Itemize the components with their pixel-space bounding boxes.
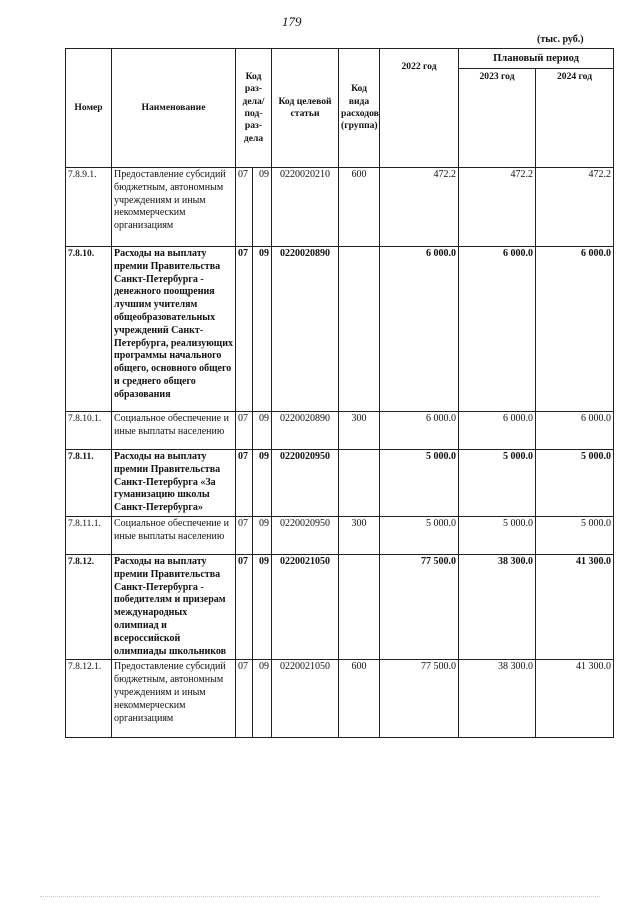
row-number: 7.8.12.1.: [66, 660, 112, 738]
row-section-code: 07: [236, 412, 253, 450]
row-value-2022: 6 000.0: [380, 412, 459, 450]
row-name: Предоставление субсидий бюджетным, автономным учреждениям и иным некоммерческим организациям: [112, 660, 236, 738]
row-value-2024: 6 000.0: [536, 247, 614, 412]
row-value-2022: 77 500.0: [380, 660, 459, 738]
row-number: 7.8.10.: [66, 247, 112, 412]
table-row: [66, 516, 614, 554]
footer-scan-line: [40, 896, 600, 900]
row-value-2024: 5 000.0: [536, 450, 614, 517]
row-section-code: 07: [236, 660, 253, 738]
row-subsection-code: 09: [253, 450, 272, 517]
header-name: Наименование: [112, 49, 236, 168]
row-value-2023: 38 300.0: [459, 554, 536, 659]
row-value-2023: 5 000.0: [459, 450, 536, 517]
row-value-2022: 77 500.0: [380, 554, 459, 659]
row-name: Социальное обеспечение и иные выплаты населению: [112, 516, 236, 554]
header-planning-period: Плановый период: [459, 49, 614, 69]
row-name: Расходы на выплату премии Правительства Санкт-Петербурга - денежного поощрения лучшим учителям общеобразовательных учреждений Санкт-Петербурга, реализующих программы начального общего, основного общего и среднего общего образования: [112, 247, 236, 412]
table-row: [66, 412, 614, 450]
table-row: [66, 247, 614, 412]
row-target-code: 0220020210: [272, 168, 339, 247]
row-name: Предоставление субсидий бюджетным, автономным учреждениям и иным некоммерческим организациям: [112, 168, 236, 247]
row-expense-type: [339, 450, 380, 517]
table-row: [66, 168, 614, 247]
row-value-2024: 41 300.0: [536, 660, 614, 738]
row-number: 7.8.11.1.: [66, 516, 112, 554]
row-value-2023: 6 000.0: [459, 247, 536, 412]
row-value-2024: 5 000.0: [536, 516, 614, 554]
table-body: [66, 168, 614, 738]
row-value-2022: 5 000.0: [380, 516, 459, 554]
row-value-2022: 6 000.0: [380, 247, 459, 412]
row-name: Социальное обеспечение и иные выплаты населению: [112, 412, 236, 450]
table-row: [66, 554, 614, 659]
row-name: Расходы на выплату премии Правительства Санкт-Петербурга «За гуманизацию школы Санкт-Петербурга»: [112, 450, 236, 517]
row-value-2024: 6 000.0: [536, 412, 614, 450]
row-target-code: 0220020890: [272, 412, 339, 450]
row-value-2024: 41 300.0: [536, 554, 614, 659]
page-number: 179: [282, 14, 302, 29]
row-target-code: 0220020890: [272, 247, 339, 412]
row-expense-type: [339, 247, 380, 412]
header-number: Номер: [66, 49, 112, 168]
table-row: [66, 450, 614, 517]
row-target-code: 0220021050: [272, 660, 339, 738]
row-target-code: 0220020950: [272, 450, 339, 517]
row-number: 7.8.10.1.: [66, 412, 112, 450]
header-target-code: Код целевой статьи: [272, 49, 339, 168]
row-target-code: 0220021050: [272, 554, 339, 659]
header-section-code: Код раз-дела/ под-раз-дела: [236, 49, 272, 168]
row-name: Расходы на выплату премии Правительства Санкт-Петербурга - победителям и призерам международных олимпиад и всероссийской олимпиады школьников: [112, 554, 236, 659]
row-section-code: 07: [236, 516, 253, 554]
header-year-2023: 2023 год: [459, 69, 536, 168]
row-value-2022: 5 000.0: [380, 450, 459, 517]
row-value-2024: 472.2: [536, 168, 614, 247]
row-section-code: 07: [236, 450, 253, 517]
row-value-2023: 472.2: [459, 168, 536, 247]
header-year-2024: 2024 год: [536, 69, 614, 168]
table-row: [66, 660, 614, 738]
row-value-2023: 5 000.0: [459, 516, 536, 554]
row-section-code: 07: [236, 168, 253, 247]
row-number: 7.8.11.: [66, 450, 112, 517]
header-year-2022: 2022 год: [380, 49, 459, 168]
row-subsection-code: 09: [253, 247, 272, 412]
row-expense-type: 600: [339, 168, 380, 247]
row-value-2023: 38 300.0: [459, 660, 536, 738]
row-subsection-code: 09: [253, 168, 272, 247]
row-subsection-code: 09: [253, 516, 272, 554]
row-subsection-code: 09: [253, 554, 272, 659]
row-value-2023: 6 000.0: [459, 412, 536, 450]
row-expense-type: 300: [339, 516, 380, 554]
row-expense-type: 300: [339, 412, 380, 450]
row-section-code: 07: [236, 247, 253, 412]
row-number: 7.8.9.1.: [66, 168, 112, 247]
row-expense-type: 600: [339, 660, 380, 738]
row-target-code: 0220020950: [272, 516, 339, 554]
header-expense-type-code: Код вида расходов (группа): [339, 49, 380, 168]
row-expense-type: [339, 554, 380, 659]
row-subsection-code: 09: [253, 412, 272, 450]
row-subsection-code: 09: [253, 660, 272, 738]
units-label: (тыс. руб.): [537, 34, 584, 45]
row-value-2022: 472.2: [380, 168, 459, 247]
row-number: 7.8.12.: [66, 554, 112, 659]
budget-table: [65, 48, 614, 738]
row-section-code: 07: [236, 554, 253, 659]
